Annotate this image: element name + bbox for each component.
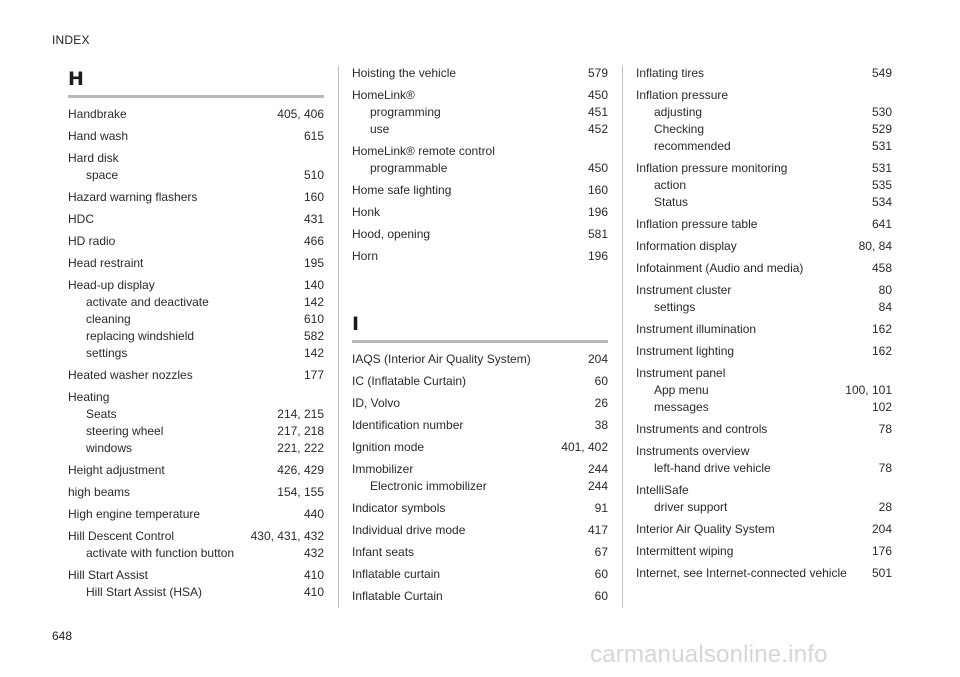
index-term: High engine temperature xyxy=(68,507,201,521)
index-entry xyxy=(68,256,324,271)
index-subpages: 432 xyxy=(303,546,324,560)
index-subpages: 530 xyxy=(871,105,892,119)
index-entry xyxy=(636,261,892,276)
index-entry xyxy=(636,161,892,210)
index-subterm: activate with function button xyxy=(86,546,235,560)
index-entry xyxy=(68,485,324,500)
index-term: Inflation pressure table xyxy=(636,217,758,231)
index-pages: 531 xyxy=(871,161,892,175)
index-subterm: driver support xyxy=(654,500,728,514)
index-term: HDC xyxy=(68,212,94,226)
index-entry xyxy=(68,390,324,456)
index-entry-row xyxy=(352,249,608,264)
index-term: high beams xyxy=(68,485,131,499)
index-term: Intermittent wiping xyxy=(636,544,734,558)
index-term: Hill Start Assist xyxy=(68,568,149,582)
index-entry-row xyxy=(352,66,608,81)
index-entry-row xyxy=(352,396,608,411)
index-subpages: 410 xyxy=(303,585,324,599)
index-subpages: 510 xyxy=(303,168,324,182)
index-entry-row xyxy=(68,190,324,205)
index-pages: 154, 155 xyxy=(277,485,324,499)
section-rule xyxy=(68,95,324,98)
index-pages: 581 xyxy=(587,227,608,241)
index-term: Internet, see Internet-connected vehicle xyxy=(636,566,847,580)
index-subentry-row xyxy=(68,168,324,183)
index-subentry-row xyxy=(68,441,324,456)
index-term: Inflating tires xyxy=(636,66,705,80)
index-entry-row xyxy=(636,322,892,337)
page-number: 648 xyxy=(52,629,73,643)
index-entry-row xyxy=(68,485,324,500)
index-entry-row xyxy=(636,88,892,103)
index-subentry-row xyxy=(68,546,324,561)
index-entry-row xyxy=(352,374,608,389)
index-subterm: Hill Start Assist (HSA) xyxy=(86,585,203,599)
index-term: Instruments overview xyxy=(636,444,750,458)
index-subterm: App menu xyxy=(654,383,709,397)
index-subpages: 100, 101 xyxy=(845,383,892,397)
index-pages: 176 xyxy=(871,544,892,558)
index-subentry-row xyxy=(636,300,892,315)
index-subterm: use xyxy=(370,122,390,136)
index-term: Indicator symbols xyxy=(352,501,446,515)
index-subentry-row xyxy=(68,312,324,327)
index-pages: 615 xyxy=(303,129,324,143)
index-entry xyxy=(636,522,892,537)
index-term: IntelliSafe xyxy=(636,483,689,497)
index-entry xyxy=(68,463,324,478)
index-pages: 91 xyxy=(594,501,608,515)
index-subterm: Seats xyxy=(86,407,117,421)
index-subentry-row xyxy=(352,479,608,494)
index-entry xyxy=(636,344,892,359)
letter-heading xyxy=(352,311,608,343)
index-entry-row xyxy=(352,523,608,538)
index-entry-row xyxy=(636,161,892,176)
index-entry-row xyxy=(68,390,324,405)
index-entry-row xyxy=(68,278,324,293)
index-subpages: 102 xyxy=(871,400,892,414)
index-term: Instruments and controls xyxy=(636,422,768,436)
column-divider xyxy=(622,66,623,608)
index-subpages: 534 xyxy=(871,195,892,209)
index-subentry-row xyxy=(636,383,892,398)
index-pages: 405, 406 xyxy=(277,107,324,121)
index-entry-row xyxy=(636,444,892,459)
index-entry-row xyxy=(352,567,608,582)
index-subterm: programming xyxy=(370,105,441,119)
index-entry-row xyxy=(352,205,608,220)
index-pages: 466 xyxy=(303,234,324,248)
index-term: Height adjustment xyxy=(68,463,165,477)
index-subentry-row xyxy=(636,195,892,210)
section-letter: I xyxy=(352,313,360,335)
index-entry-row xyxy=(636,283,892,298)
index-subterm: recommended xyxy=(654,139,731,153)
index-entry xyxy=(636,283,892,315)
index-pages: 196 xyxy=(587,249,608,263)
index-term: IC (Inflatable Curtain) xyxy=(352,374,467,388)
index-entry xyxy=(68,368,324,383)
index-term: Instrument cluster xyxy=(636,283,732,297)
index-entry-row xyxy=(352,462,608,477)
index-subterm: Status xyxy=(654,195,689,209)
index-term: HomeLink® xyxy=(352,88,415,102)
index-entry-row xyxy=(636,344,892,359)
index-subentry-row xyxy=(636,122,892,137)
index-entry xyxy=(68,529,324,561)
index-entry xyxy=(636,366,892,415)
index-pages: 80 xyxy=(878,283,892,297)
index-entry xyxy=(352,183,608,198)
index-pages: 80, 84 xyxy=(858,239,892,253)
index-term: Heated washer nozzles xyxy=(68,368,193,382)
index-column-1 xyxy=(68,66,324,607)
index-term: ID, Volvo xyxy=(352,396,401,410)
index-pages: 426, 429 xyxy=(277,463,324,477)
index-subterm: replacing windshield xyxy=(86,329,195,343)
index-subpages: 142 xyxy=(303,295,324,309)
index-entry-row xyxy=(352,144,608,159)
index-entry-row xyxy=(352,227,608,242)
index-entry-row xyxy=(352,418,608,433)
index-entry xyxy=(636,217,892,232)
index-entry-row xyxy=(68,212,324,227)
index-pages: 410 xyxy=(303,568,324,582)
index-subpages: 610 xyxy=(303,312,324,326)
index-subterm: space xyxy=(86,168,119,182)
index-subentry-row xyxy=(636,178,892,193)
index-pages: 430, 431, 432 xyxy=(250,529,324,543)
index-term: Hoisting the vehicle xyxy=(352,66,457,80)
index-entry xyxy=(352,589,608,604)
index-term: Inflatable curtain xyxy=(352,567,441,581)
index-pages: 38 xyxy=(594,418,608,432)
index-term: Hood, opening xyxy=(352,227,431,241)
index-subpages: 142 xyxy=(303,346,324,360)
index-entry xyxy=(352,462,608,494)
index-entry-row xyxy=(68,507,324,522)
index-subpages: 217, 218 xyxy=(277,424,324,438)
index-subpages: 84 xyxy=(878,300,892,314)
index-term: Information display xyxy=(636,239,737,253)
index-entry xyxy=(352,249,608,264)
index-subentry-row xyxy=(68,424,324,439)
index-pages: 26 xyxy=(594,396,608,410)
index-subentry-row xyxy=(636,461,892,476)
index-pages: 160 xyxy=(303,190,324,204)
index-pages: 440 xyxy=(303,507,324,521)
index-entry-row xyxy=(636,239,892,254)
index-term: Instrument lighting xyxy=(636,344,735,358)
index-subterm: cleaning xyxy=(86,312,131,326)
index-entry-row xyxy=(68,234,324,249)
index-subpages: 78 xyxy=(878,461,892,475)
index-term: IAQS (Interior Air Quality System) xyxy=(352,352,531,366)
index-pages: 244 xyxy=(587,462,608,476)
index-entry-row xyxy=(352,501,608,516)
index-pages: 417 xyxy=(587,523,608,537)
index-subentry-row xyxy=(68,585,324,600)
index-entry xyxy=(68,507,324,522)
index-entry-row xyxy=(352,183,608,198)
index-entry-row xyxy=(352,545,608,560)
column-divider xyxy=(338,66,339,608)
index-subentry-row xyxy=(352,161,608,176)
index-term: Head restraint xyxy=(68,256,144,270)
index-entry-row xyxy=(68,151,324,166)
index-subterm: action xyxy=(654,178,687,192)
index-entry xyxy=(352,205,608,220)
index-term: Head-up display xyxy=(68,278,155,292)
index-subpages: 582 xyxy=(303,329,324,343)
index-subentry-row xyxy=(636,105,892,120)
index-term: Hill Descent Control xyxy=(68,529,175,543)
index-subterm: Checking xyxy=(654,122,705,136)
index-entry xyxy=(68,190,324,205)
index-subentry-row xyxy=(68,295,324,310)
index-term: Individual drive mode xyxy=(352,523,466,537)
index-pages: 401, 402 xyxy=(561,440,608,454)
index-subterm: settings xyxy=(654,300,696,314)
index-pages: 160 xyxy=(587,183,608,197)
section-rule xyxy=(352,340,608,343)
index-subterm: messages xyxy=(654,400,709,414)
index-entry-row xyxy=(636,261,892,276)
index-entry-row xyxy=(636,66,892,81)
index-pages: 501 xyxy=(871,566,892,580)
index-entry-row xyxy=(352,88,608,103)
index-entry-row xyxy=(68,568,324,583)
index-column-3 xyxy=(636,66,892,588)
index-entry xyxy=(636,544,892,559)
index-term: Instrument panel xyxy=(636,366,726,380)
index-subentry-row xyxy=(68,346,324,361)
index-subterm: settings xyxy=(86,346,128,360)
index-entry xyxy=(636,322,892,337)
index-pages: 60 xyxy=(594,374,608,388)
index-entry-row xyxy=(636,366,892,381)
index-term: Infotainment (Audio and media) xyxy=(636,261,804,275)
index-entry xyxy=(352,440,608,455)
index-term: Infant seats xyxy=(352,545,415,559)
index-subentry-row xyxy=(352,105,608,120)
index-entry xyxy=(352,567,608,582)
index-entry-row xyxy=(68,129,324,144)
index-entry xyxy=(636,66,892,81)
index-term: Immobilizer xyxy=(352,462,414,476)
index-entry-row xyxy=(68,368,324,383)
index-entry xyxy=(636,88,892,154)
index-column-2 xyxy=(352,66,608,611)
index-entry xyxy=(352,144,608,176)
index-pages: 60 xyxy=(594,589,608,603)
index-entry-row xyxy=(68,529,324,544)
index-subterm: Electronic immobilizer xyxy=(370,479,487,493)
index-subterm: windows xyxy=(86,441,133,455)
index-term: Heating xyxy=(68,390,110,404)
index-pages: 549 xyxy=(871,66,892,80)
index-pages: 431 xyxy=(303,212,324,226)
index-subterm: steering wheel xyxy=(86,424,164,438)
index-subpages: 531 xyxy=(871,139,892,153)
index-term: Interior Air Quality System xyxy=(636,522,775,536)
index-pages: 196 xyxy=(587,205,608,219)
index-entry-row xyxy=(636,566,892,581)
index-subpages: 535 xyxy=(871,178,892,192)
index-subpages: 529 xyxy=(871,122,892,136)
index-entry-row xyxy=(68,107,324,122)
index-term: HD radio xyxy=(68,234,116,248)
index-pages: 162 xyxy=(871,344,892,358)
index-entry-row xyxy=(636,522,892,537)
index-entry-row xyxy=(636,422,892,437)
index-term: Horn xyxy=(352,249,379,263)
index-subpages: 214, 215 xyxy=(277,407,324,421)
index-term: Inflation pressure monitoring xyxy=(636,161,788,175)
running-header: INDEX xyxy=(52,33,90,47)
index-entry-row xyxy=(352,440,608,455)
index-entry xyxy=(352,88,608,137)
index-entry-row xyxy=(68,256,324,271)
index-entry xyxy=(636,422,892,437)
index-entry xyxy=(68,568,324,600)
index-entry xyxy=(68,129,324,144)
index-entry xyxy=(68,212,324,227)
index-term: Hand wash xyxy=(68,129,129,143)
index-pages: 162 xyxy=(871,322,892,336)
index-subterm: adjusting xyxy=(654,105,703,119)
index-entry-row xyxy=(68,463,324,478)
index-term: Home safe lighting xyxy=(352,183,452,197)
index-entry-row xyxy=(636,544,892,559)
index-subentry-row xyxy=(636,139,892,154)
index-pages: 579 xyxy=(587,66,608,80)
index-term: Instrument illumination xyxy=(636,322,757,336)
index-subpages: 221, 222 xyxy=(277,441,324,455)
index-pages: 140 xyxy=(303,278,324,292)
index-entry xyxy=(352,418,608,433)
index-pages: 450 xyxy=(587,88,608,102)
section-letter: H xyxy=(68,68,84,90)
index-entry xyxy=(352,352,608,367)
section-gap xyxy=(352,271,608,311)
index-entry xyxy=(352,374,608,389)
index-subterm: programmable xyxy=(370,161,448,175)
index-pages: 177 xyxy=(303,368,324,382)
index-entry-row xyxy=(636,483,892,498)
index-term: Ignition mode xyxy=(352,440,425,454)
index-subentry-row xyxy=(352,122,608,137)
index-pages: 458 xyxy=(871,261,892,275)
index-subpages: 244 xyxy=(587,479,608,493)
index-entry xyxy=(68,234,324,249)
index-term: Hazard warning flashers xyxy=(68,190,198,204)
index-term: Inflatable Curtain xyxy=(352,589,443,603)
index-entry xyxy=(636,483,892,515)
index-entry xyxy=(68,151,324,183)
index-entry xyxy=(352,501,608,516)
index-pages: 67 xyxy=(594,545,608,559)
index-subpages: 452 xyxy=(587,122,608,136)
index-entry-row xyxy=(352,352,608,367)
index-subpages: 450 xyxy=(587,161,608,175)
index-subterm: activate and deactivate xyxy=(86,295,209,309)
index-entry xyxy=(352,523,608,538)
watermark: carmanualsonline.info xyxy=(590,641,828,668)
index-pages: 204 xyxy=(587,352,608,366)
index-subpages: 451 xyxy=(587,105,608,119)
index-term: Handbrake xyxy=(68,107,127,121)
index-entry xyxy=(352,396,608,411)
index-pages: 641 xyxy=(871,217,892,231)
index-subentry-row xyxy=(68,407,324,422)
index-subentry-row xyxy=(636,400,892,415)
index-entry xyxy=(636,239,892,254)
index-entry xyxy=(636,444,892,476)
index-pages: 204 xyxy=(871,522,892,536)
index-entry-row xyxy=(352,589,608,604)
index-pages: 78 xyxy=(878,422,892,436)
index-entry xyxy=(68,107,324,122)
letter-heading xyxy=(68,66,324,98)
index-entry xyxy=(636,566,892,581)
index-term: Identification number xyxy=(352,418,464,432)
index-term: Inflation pressure xyxy=(636,88,729,102)
index-entry xyxy=(352,66,608,81)
index-pages: 195 xyxy=(303,256,324,270)
index-subentry-row xyxy=(636,500,892,515)
index-subentry-row xyxy=(68,329,324,344)
index-subpages: 28 xyxy=(878,500,892,514)
index-pages: 60 xyxy=(594,567,608,581)
index-entry xyxy=(68,278,324,361)
index-entry xyxy=(352,227,608,242)
index-subterm: left-hand drive vehicle xyxy=(654,461,771,475)
index-term: HomeLink® remote control xyxy=(352,144,495,158)
index-entry xyxy=(352,545,608,560)
index-term: Honk xyxy=(352,205,381,219)
index-term: Hard disk xyxy=(68,151,119,165)
index-entry-row xyxy=(636,217,892,232)
